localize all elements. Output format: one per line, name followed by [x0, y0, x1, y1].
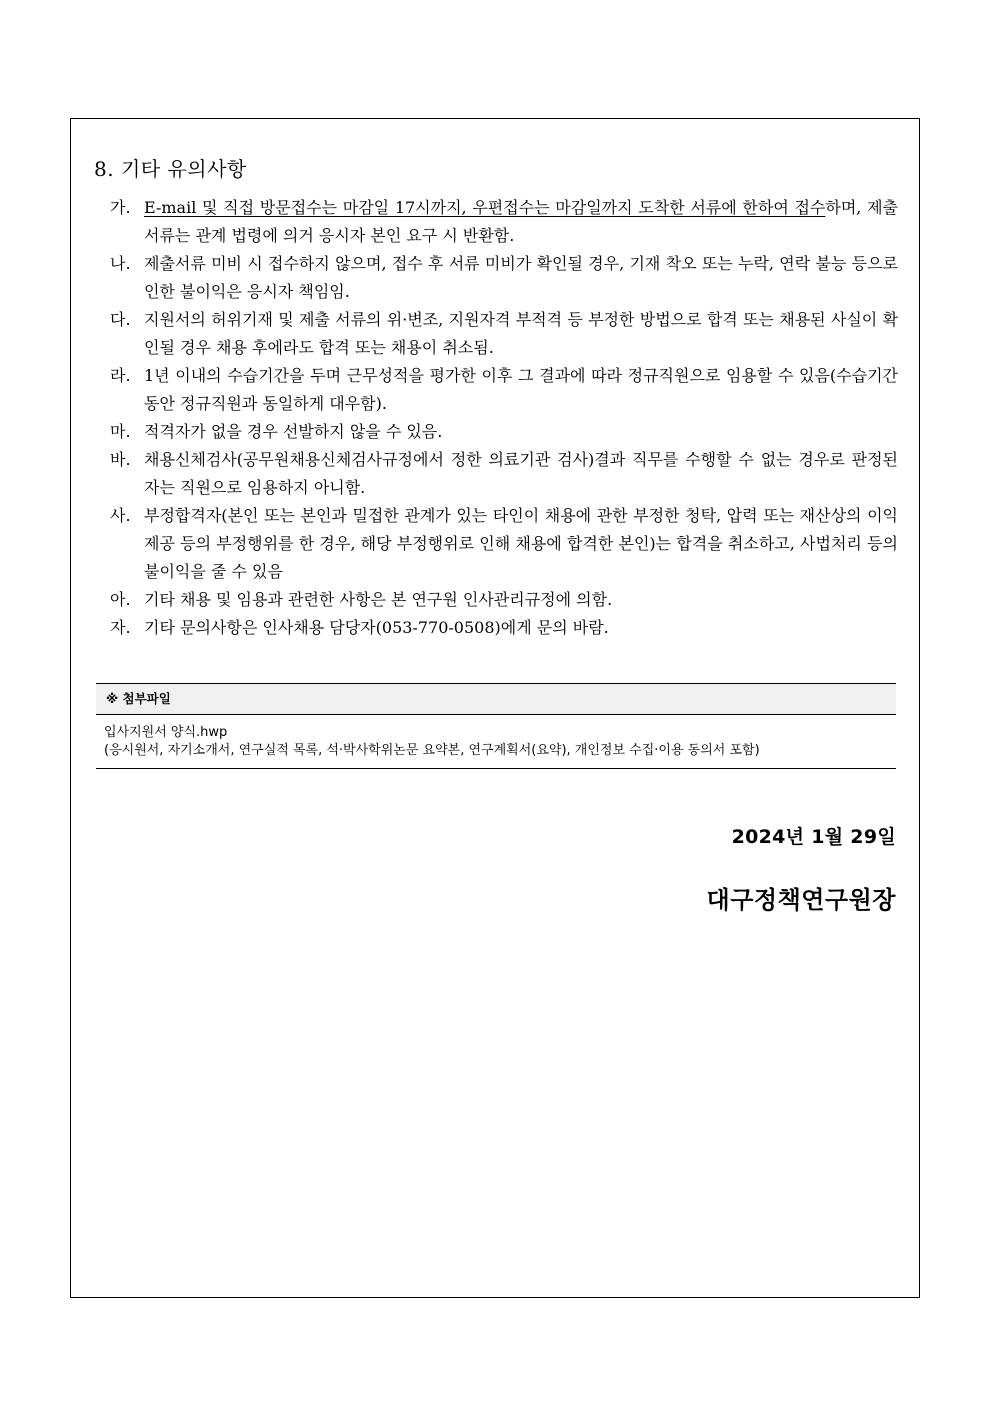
item-text: 적격자가 없을 경우 선발하지 않을 수 있음.: [144, 422, 443, 441]
item-marker: 다.: [110, 310, 131, 329]
item-text: 1년 이내의 수습기간을 두며 근무성적을 평가한 이후 그 결과에 따라 정규직원으로 임용할 수 있음(수습기간 동안 정규직원과 동일하게 대우함).: [144, 366, 898, 413]
list-item: [110, 194, 898, 250]
list-item: [110, 502, 898, 586]
attachment-file-description: (응시원서, 자기소개서, 연구실적 목록, 석·박사학위논문 요약본, 연구계획서(요약), 개인정보 수집·이용 동의서 포함): [104, 743, 760, 758]
list-item: [110, 586, 898, 614]
item-text: 지원서의 허위기재 및 제출 서류의 위·변조, 지원자격 부적격 등 부정한 방법으로 합격 또는 채용된 사실이 확인될 경우 채용 후에라도 합격 또는 채용이 취소됨.: [144, 310, 898, 357]
item-marker: 라.: [110, 366, 131, 385]
item-marker: 아.: [110, 590, 131, 609]
list-item: [110, 306, 898, 362]
attachment-header: ※ 첨부파일: [96, 683, 896, 715]
item-marker: 자.: [110, 618, 131, 637]
item-text-rest: 하며, 제출서류는 관계 법령에 의거 응시자 본인 요구 시 반환함.: [144, 198, 898, 245]
item-marker: 나.: [110, 254, 131, 273]
list-item: [110, 362, 898, 418]
item-text: 기타 채용 및 임용과 관련한 사항은 본 연구원 인사관리규정에 의함.: [144, 590, 613, 609]
list-item: [110, 250, 898, 306]
item-marker: 마.: [110, 422, 131, 441]
attachment-body: [96, 715, 896, 769]
item-text: 부정합격자(본인 또는 본인과 밀접한 관계가 있는 타인이 채용에 관한 부정한 청탁, 압력 또는 재산상의 이익 제공 등의 부정행위를 한 경우, 해당 부정행위로 인해 채용에 합격한 본인)는 합격을 취소하고, 사법처리 등의 불이익을 줄 수 있음: [144, 506, 898, 581]
item-text: 채용신체검사(공무원채용신체검사규정에서 정한 의료기관 검사)결과 직무를 수행할 수 없는 경우로 판정된 자는 직원으로 임용하지 아니함.: [144, 450, 898, 497]
item-marker: 바.: [110, 450, 131, 469]
list-item: [110, 418, 898, 446]
item-text: [144, 194, 898, 250]
item-marker: 가.: [110, 198, 131, 217]
issue-date: 2024년 1월 29일: [731, 826, 896, 848]
list-item: [110, 614, 898, 642]
attachment-file-name[interactable]: 입사지원서 양식.hwp: [104, 725, 228, 740]
section-title: 8. 기타 유의사항: [94, 157, 247, 181]
notice-list: [110, 194, 898, 642]
issuer-name: 대구정책연구원장: [706, 886, 896, 914]
item-text: 기타 문의사항은 인사채용 담당자(053-770-0508)에게 문의 바람.: [144, 618, 609, 637]
list-item: [110, 446, 898, 502]
attachment-box: [96, 683, 896, 769]
item-text: 제출서류 미비 시 접수하지 않으며, 접수 후 서류 미비가 확인될 경우, 기재 착오 또는 누락, 연락 불능 등으로 인한 불이익은 응시자 책임임.: [144, 254, 898, 301]
item-underlined-text: E-mail 및 직접 방문접수는 마감일 17시까지, 우편접수는 마감일까지 도착한 서류에 한하여 접수: [144, 198, 826, 217]
item-marker: 사.: [110, 506, 131, 525]
